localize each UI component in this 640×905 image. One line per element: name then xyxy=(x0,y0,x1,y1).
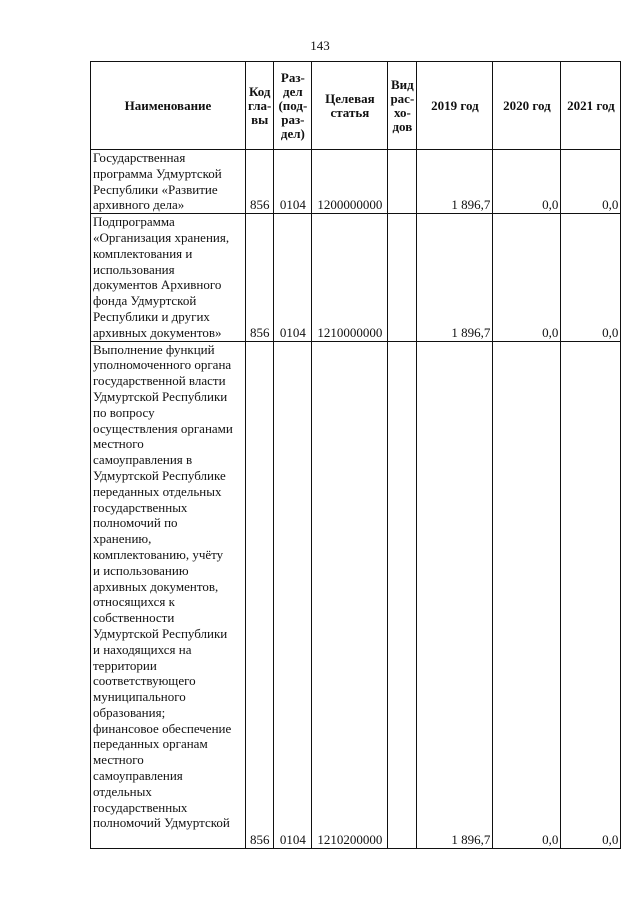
header-2019: 2019 год xyxy=(417,62,493,150)
row-value-2021: 0,0 xyxy=(561,214,621,341)
table-row xyxy=(91,150,621,214)
row-target-article: 1210000000 xyxy=(312,214,388,341)
header-section: Раз- дел (под- раз- дел) xyxy=(274,62,312,150)
budget-table xyxy=(90,61,621,849)
row-name: Выполнение функций уполномоченного органа государственной власти Удмуртской Республики по вопросу осуществления органами местного самоуправления в Удмуртской Республике переданных отдельных государственных полномочий по хранению, комплектованию, учёту и использованию архивных документов, относящихся к собственности Удмуртской Республики и находящихся на территории соответствующего муниципального образования; финансовое обеспечение переданных органам местного самоуправления отдельных государственных полномочий Удмуртской xyxy=(91,341,246,848)
row-chapter-code: 856 xyxy=(246,150,274,214)
row-name: Государственная программа Удмуртской Республики «Развитие архивного дела» xyxy=(91,150,246,214)
row-section: 0104 xyxy=(274,150,312,214)
row-section: 0104 xyxy=(274,341,312,848)
row-expense-type xyxy=(388,214,417,341)
table-header-row xyxy=(91,62,621,150)
table-row xyxy=(91,214,621,341)
row-value-2021: 0,0 xyxy=(561,150,621,214)
row-expense-type xyxy=(388,150,417,214)
table-row xyxy=(91,341,621,848)
header-target-article: Целевая статья xyxy=(312,62,388,150)
row-value-2020: 0,0 xyxy=(493,150,561,214)
row-value-2020: 0,0 xyxy=(493,214,561,341)
row-chapter-code: 856 xyxy=(246,341,274,848)
row-chapter-code: 856 xyxy=(246,214,274,341)
row-expense-type xyxy=(388,341,417,848)
row-target-article: 1200000000 xyxy=(312,150,388,214)
row-section: 0104 xyxy=(274,214,312,341)
header-2021: 2021 год xyxy=(561,62,621,150)
header-name: Наименование xyxy=(91,62,246,150)
row-name: Подпрограмма «Организация хранения, комплектования и использования документов Архивного фонда Удмуртской Республики и других архивных документов» xyxy=(91,214,246,341)
row-value-2019: 1 896,7 xyxy=(417,214,493,341)
row-target-article: 1210200000 xyxy=(312,341,388,848)
row-value-2020: 0,0 xyxy=(493,341,561,848)
page-number: 143 xyxy=(310,38,330,53)
row-value-2021: 0,0 xyxy=(561,341,621,848)
row-value-2019: 1 896,7 xyxy=(417,150,493,214)
header-2020: 2020 год xyxy=(493,62,561,150)
row-value-2019: 1 896,7 xyxy=(417,341,493,848)
header-expense-type: Вид рас- хо- дов xyxy=(388,62,417,150)
header-chapter-code: Код гла- вы xyxy=(246,62,274,150)
